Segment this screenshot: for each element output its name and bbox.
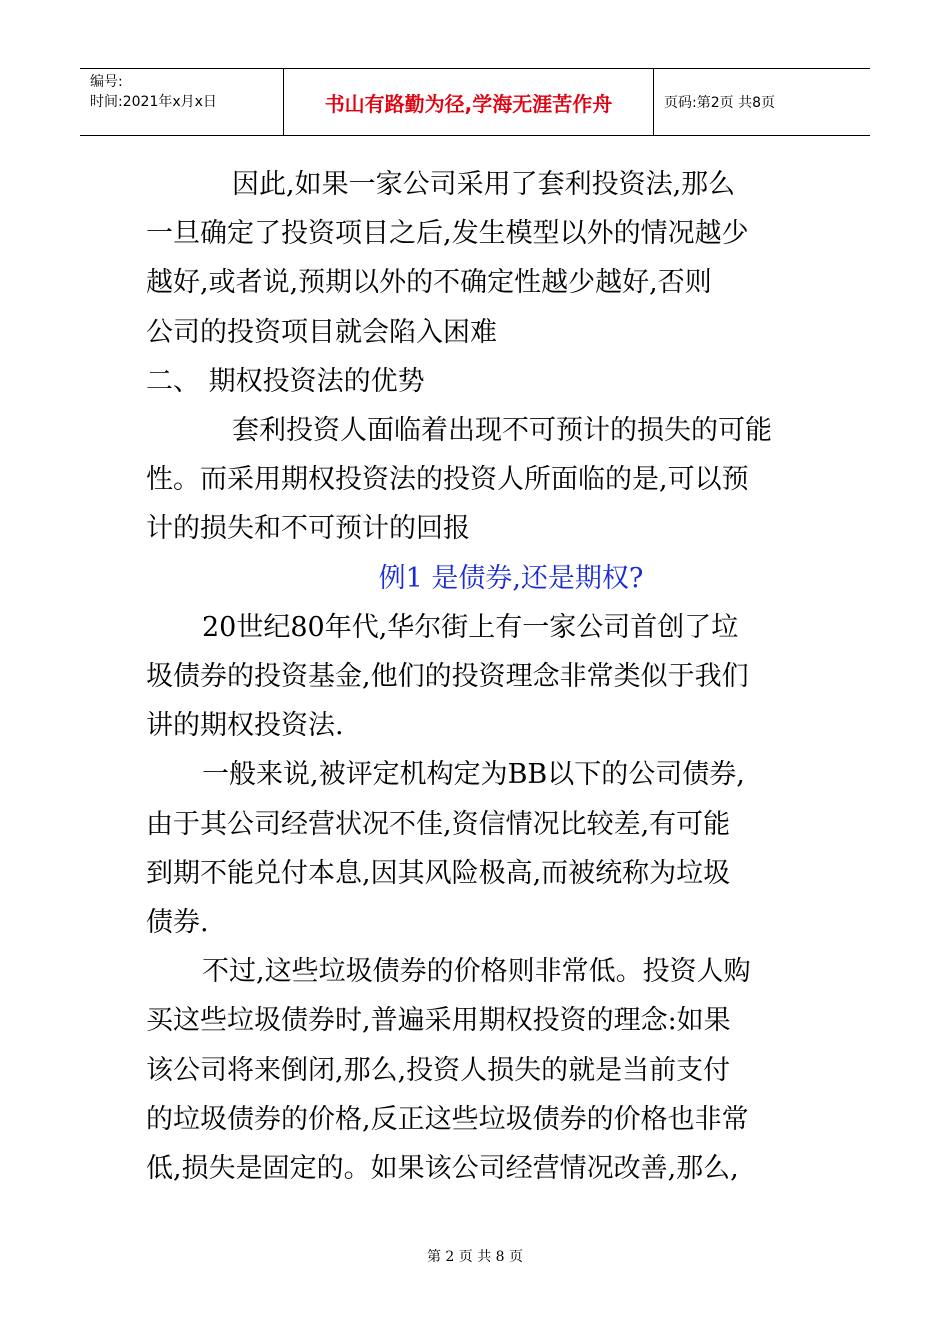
body-line: 计的损失和不可预计的回报	[146, 513, 470, 545]
body-line: 套利投资人面临着出现不可预计的损失的可能	[232, 415, 772, 447]
body-line: 一般来说,被评定机构定为BB以下的公司债券,	[202, 759, 745, 791]
body-line: 债券.	[146, 907, 209, 939]
page-header	[80, 68, 870, 136]
body-line: 越好,或者说,预期以外的不确定性越少越好,否则	[146, 267, 712, 299]
body-line: 性。而采用期权投资法的投资人所面临的是,可以预	[146, 464, 749, 496]
body-line: 低,损失是固定的。如果该公司经营情况改善,那么,	[146, 1153, 739, 1185]
body-line: 圾债券的投资基金,他们的投资理念非常类似于我们	[146, 661, 749, 693]
body-line: 公司的投资项目就会陷入困难	[146, 316, 497, 348]
body-line: 由于其公司经营状况不佳,资信情况比较差,有可能	[146, 808, 731, 840]
body-line: 到期不能兑付本息,因其风险极高,而被统称为垃圾	[146, 857, 731, 889]
body-line: 讲的期权投资法.	[146, 710, 344, 742]
body-line: 20世纪80年代,华尔街上有一家公司首创了垃	[202, 611, 739, 643]
page-footer: 第 2 页 共 8 页	[426, 1249, 524, 1265]
body-line: 不过,这些垃圾债券的价格则非常低。投资人购	[202, 956, 751, 988]
section-heading: 二、 期权投资法的优势	[146, 365, 425, 397]
body-line: 的垃圾债券的价格,反正这些垃圾债券的价格也非常	[146, 1103, 749, 1135]
body-line: 该公司将来倒闭,那么,投资人损失的就是当前支付	[146, 1054, 731, 1086]
header-number-label: 编号:	[90, 74, 123, 90]
body-line: 买这些垃圾债券时,普遍采用期权投资的理念:如果	[146, 1005, 731, 1037]
body-line: 因此,如果一家公司采用了套利投资法,那么	[232, 169, 736, 200]
header-page-info: 页码:第2页 共8页	[664, 95, 775, 111]
document-body	[146, 160, 826, 1193]
body-line: 一旦确定了投资项目之后,发生模型以外的情况越少	[146, 218, 749, 250]
header-meta	[80, 69, 283, 135]
example-title: 例1 是债券,还是期权?	[378, 562, 644, 594]
header-time-label: 时间:2021年x月x日	[90, 94, 217, 110]
header-motto: 书山有路勤为径,学海无涯苦作舟	[283, 69, 654, 135]
